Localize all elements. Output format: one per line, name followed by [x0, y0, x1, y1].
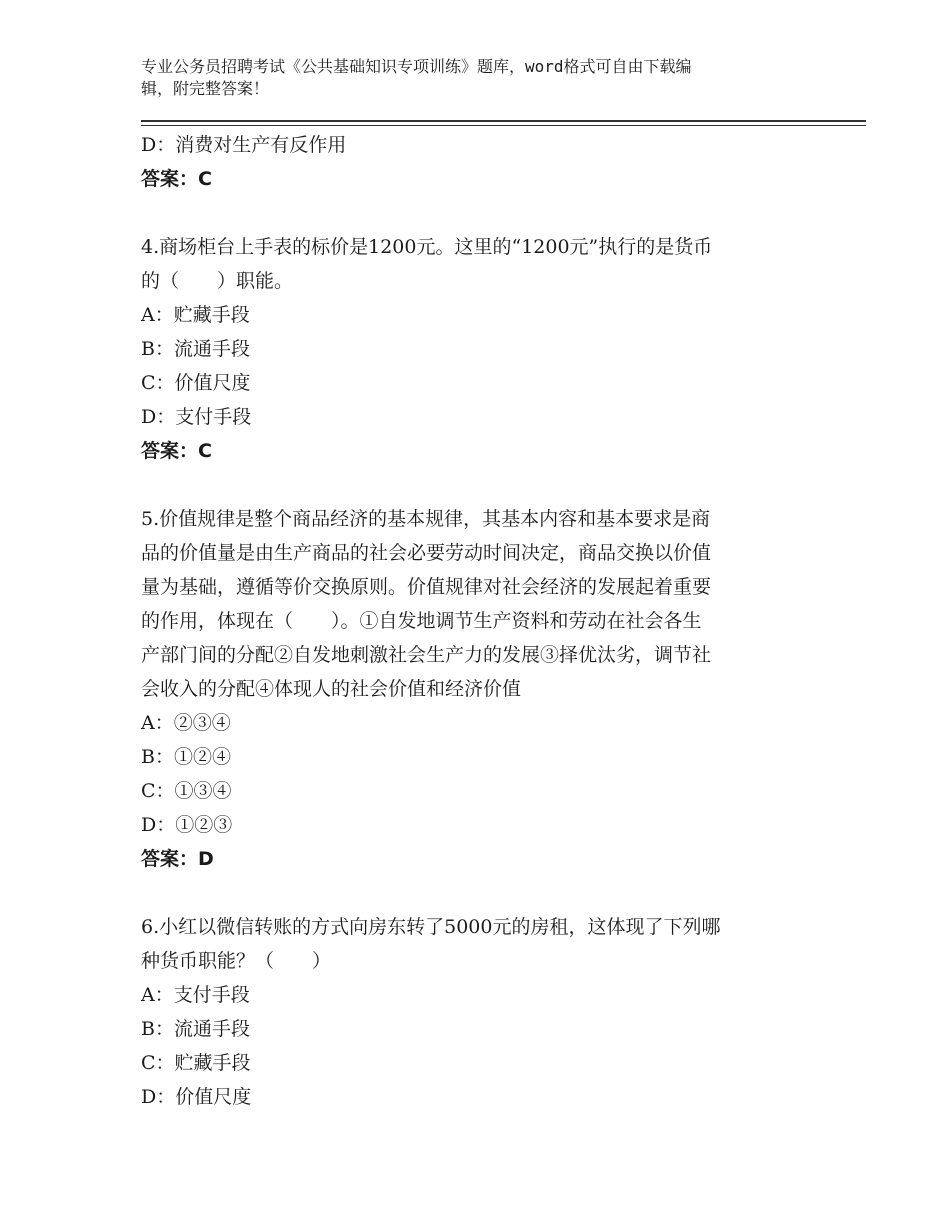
question-4	[141, 230, 821, 468]
option-b: B：①②④	[141, 746, 231, 768]
option-a: A：②③④	[141, 712, 231, 734]
answer-line: 答案：C	[141, 168, 212, 190]
option-a: A：支付手段	[141, 984, 250, 1006]
question-text-line: 品的价值量是由生产商品的社会必要劳动时间决定，商品交换以价值	[141, 542, 712, 564]
option-d: D：消费对生产有反作用	[141, 134, 347, 156]
question-text-line: 的（ ）职能。	[141, 270, 294, 292]
option-d: D：支付手段	[141, 406, 252, 428]
header-rule-thick	[141, 120, 866, 122]
question-text-line: 产部门间的分配②自发地刺激社会生产力的发展③择优汰劣，调节社	[141, 644, 712, 666]
question-5	[141, 502, 821, 876]
option-c: C：贮藏手段	[141, 1052, 251, 1074]
answer-line: 答案：D	[141, 848, 214, 870]
option-c: C：①③④	[141, 780, 232, 802]
document-body	[141, 128, 821, 1114]
header-line-2: 辑，附完整答案！	[141, 79, 270, 98]
question-text-line: 6.小红以微信转账的方式向房东转了5000元的房租，这体现了下列哪	[141, 916, 721, 938]
option-b: B：流通手段	[141, 338, 250, 360]
question-text-line: 的作用，体现在（ ）。①自发地调节生产资料和劳动在社会各生	[141, 610, 702, 632]
option-b: B：流通手段	[141, 1018, 250, 1040]
question-text-line: 4.商场柜台上手表的标价是1200元。这里的“1200元”执行的是货币	[141, 236, 713, 258]
question-text-line: 种货币职能？（ ）	[141, 950, 332, 972]
header-rule-thin	[141, 125, 866, 126]
header-line-1: 专业公务员招聘考试《公共基础知识专项训练》题库，word格式可自由下载编	[141, 57, 692, 76]
option-c: C：价值尺度	[141, 372, 251, 394]
question-text-line: 量为基础，遵循等价交换原则。价值规律对社会经济的发展起着重要	[141, 576, 712, 598]
question-text-line: 5.价值规律是整个商品经济的基本规律，其基本内容和基本要求是商	[141, 508, 711, 530]
document-header	[141, 56, 821, 100]
option-a: A：贮藏手段	[141, 304, 250, 326]
option-d: D：①②③	[141, 814, 233, 836]
option-d: D：价值尺度	[141, 1086, 252, 1108]
question-text-line: 会收入的分配④体现人的社会价值和经济价值	[141, 678, 522, 700]
question-6	[141, 910, 821, 1114]
answer-line: 答案：C	[141, 440, 212, 462]
